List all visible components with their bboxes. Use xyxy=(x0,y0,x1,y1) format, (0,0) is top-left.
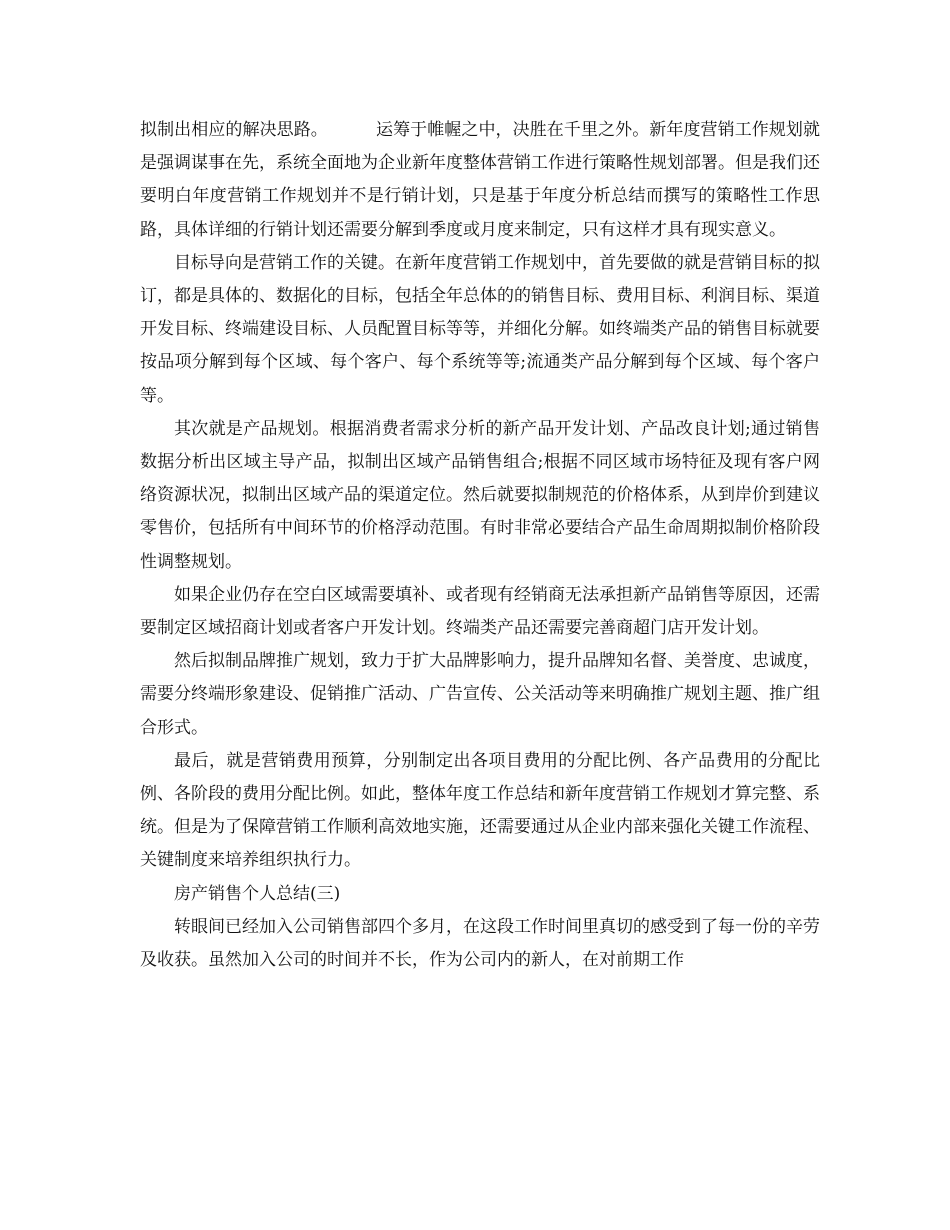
paragraph-8: 转眼间已经加入公司销售部四个多月，在这段工作时间里真切的感受到了每一份的辛劳及收获。虽然加入公司的时间并不长，作为公司内的新人，在对前期工作 xyxy=(140,916,820,971)
paragraph-6: 最后，就是营销费用预算，分别制定出各项目费用的分配比例、各产品费用的分配比例、各阶段的费用分配比例。如此，整体年度工作总结和新年度营销工作规划才算完整、系统。但是为了保障营销工作顺利高效地实施，还需要通过从企业内部来强化关键工作流程、关键制度来培养组织执行力。 xyxy=(140,750,820,871)
paragraph-5: 然后拟制品牌推广规划，致力于扩大品牌影响力，提升品牌知名督、美誉度、忠诚度，需要分终端形象建设、促销推广活动、广告宣传、公关活动等来明确推广规划主题、推广组合形式。 xyxy=(140,651,820,738)
paragraph-3: 其次就是产品规划。根据消费者需求分析的新产品开发计划、产品改良计划;通过销售数据分析出区域主导产品，拟制出区域产品销售组合;根据不同区域市场特征及现有客户网络资源状况，拟制出区域产品的渠道定位。然后就要拟制规范的价格体系，从到岸价到建议零售价，包括所有中间环节的价格浮动范围。有时非常必要结合产品生命周期拟制价格阶段性调整规划。 xyxy=(140,418,820,572)
paragraph-1-text: 运筹于帷幄之中，决胜在千里之外。新年度营销工作规划就是强调谋事在先，系统全面地为企业新年度整体营销工作进行策略性规划部署。但是我们还要明白年度营销工作规划并不是行销计划，只是基于年度分析总结而撰写的策略性工作思路，具体详细的行销计划还需要分解到季度或月度来制定，只有这样才具有现实意义。 xyxy=(140,120,821,240)
document-body xyxy=(140,114,820,977)
paragraph-4: 如果企业仍存在空白区域需要填补、或者现有经销商无法承担新产品销售等原因，还需要制定区域招商计划或者客户开发计划。终端类产品还需要完善商超门店开发计划。 xyxy=(140,584,820,639)
paragraph-1-lead: 拟制出相应的解决思路。 xyxy=(140,120,328,140)
paragraph-1 xyxy=(140,114,820,247)
paragraph-2: 目标导向是营销工作的关键。在新年度营销工作规划中，首先要做的就是营销目标的拟订，都是具体的、数据化的目标，包括全年总体的的销售目标、费用目标、利润目标、渠道开发目标、终端建设目标、人员配置目标等等，并细化分解。如终端类产品的销售目标就要按品项分解到每个区域、每个客户、每个系统等等;流通类产品分解到每个区域、每个客户等。 xyxy=(140,252,820,406)
section-heading: 房产销售个人总结(三) xyxy=(174,883,341,904)
